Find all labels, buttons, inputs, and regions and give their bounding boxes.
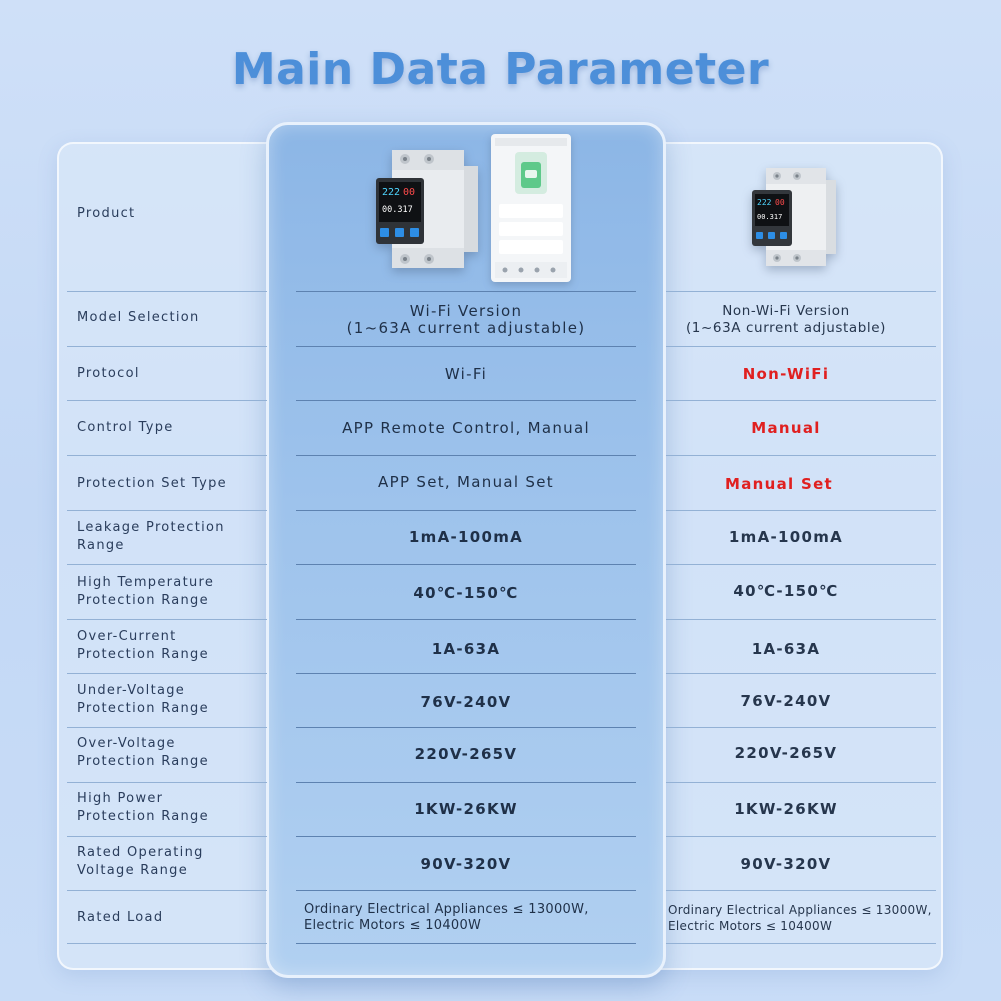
non-wifi-rated-load: Ordinary Electrical Appliances ≤ 13000W, Electric Motors ≤ 10400W [668,903,932,933]
wifi-rated-load: Ordinary Electrical Appliances ≤ 13000W, Electric Motors ≤ 10400W [304,902,589,933]
wifi-control-type: APP Remote Control, Manual [342,418,590,437]
non-wifi-device-image [752,166,836,268]
wifi-over-voltage-range: 220V-265V [414,744,518,763]
phone-app-screenshot [491,134,571,282]
label-over-current: Over-Current Protection Range [77,629,209,662]
non-wifi-model-selection: Non-Wi-Fi Version (1~63A current adjustable) [685,303,887,336]
label-rated-operating-voltage: Rated Operating Voltage Range [77,845,204,878]
svg-text:00: 00 [403,187,416,198]
wifi-protection-set-type: APP Set, Manual Set [378,472,554,491]
label-leakage-protection: Leakage Protection Range [77,520,225,553]
wifi-under-voltage-range: 76V-240V [420,692,512,711]
label-control-type: Control Type [77,420,174,435]
non-wifi-control-type: Manual [751,418,821,437]
wifi-temperature-range: 40℃-150℃ [413,583,519,602]
wifi-power-range: 1KW-26KW [414,799,518,818]
non-wifi-operating-voltage: 90V-320V [740,854,832,873]
label-protocol: Protocol [77,366,140,381]
label-over-voltage: Over-Voltage Protection Range [77,736,209,769]
label-rated-load: Rated Load [77,910,164,925]
svg-text:222: 222 [757,198,772,207]
svg-text:222: 222 [382,187,401,198]
label-protection-set-type: Protection Set Type [77,476,227,491]
non-wifi-protection-set-type: Manual Set [724,474,834,493]
wifi-model-selection: Wi-Fi Version (1~63A current adjustable) [346,302,586,337]
svg-text:00.317: 00.317 [382,205,413,215]
wifi-leakage-range: 1mA-100mA [408,527,524,546]
label-model-selection: Model Selection [77,310,200,325]
page-title: Main Data Parameter [231,44,770,95]
label-product: Product [77,206,136,221]
wifi-protocol: Wi-Fi [444,364,488,383]
wifi-current-range: 1A-63A [431,639,501,658]
label-under-voltage: Under-Voltage Protection Range [77,683,209,716]
non-wifi-leakage-range: 1mA-100mA [728,527,844,546]
non-wifi-under-voltage-range: 76V-240V [740,691,832,710]
svg-text:00.317: 00.317 [757,213,783,221]
label-high-temperature: High Temperature Protection Range [77,575,215,608]
non-wifi-protocol: Non-WiFi [742,364,830,383]
wifi-device-image [376,148,478,270]
non-wifi-over-voltage-range: 220V-265V [734,743,838,762]
label-high-power: High Power Protection Range [77,791,209,824]
non-wifi-power-range: 1KW-26KW [734,799,838,818]
non-wifi-temperature-range: 40℃-150℃ [733,581,839,600]
wifi-operating-voltage: 90V-320V [420,854,512,873]
non-wifi-current-range: 1A-63A [751,639,821,658]
svg-text:00: 00 [775,198,785,207]
